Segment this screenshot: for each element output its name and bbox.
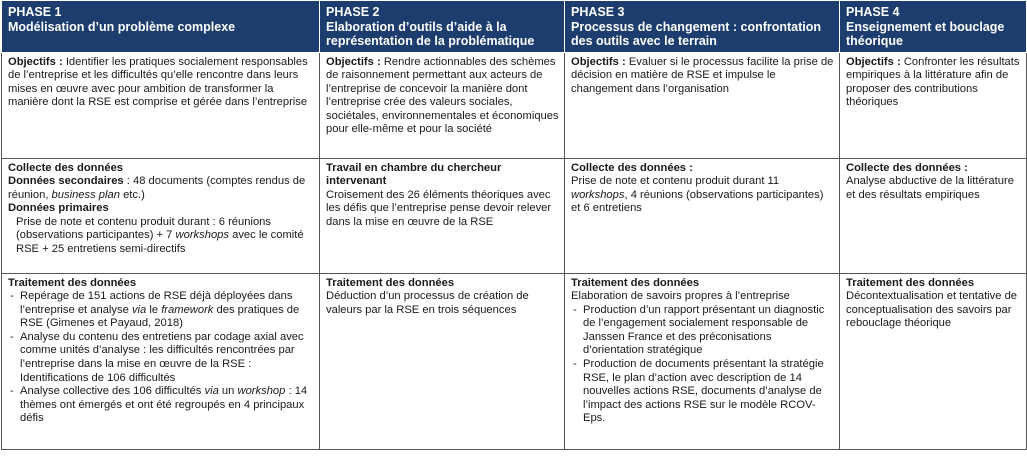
phase-1-header [2, 1, 320, 53]
list-item: - Analyse collective des 106 difficultés via un workshop : 14 thèmes ont émergés et ont été regroupés en 4 principaux défis [8, 385, 314, 426]
phase-2-traitement-title: Traitement des données [326, 276, 455, 289]
collecte-row [2, 158, 1027, 273]
list-item: - Repérage de 151 actions de RSE déjà déployées dans l’entreprise et analyse via le framework des pratiques de RSE (Gimenes et Payaud, 2018) [8, 290, 314, 331]
phase-2-header [320, 1, 565, 53]
phase-3-traitement [565, 273, 840, 449]
phase-2-objectifs-text: Rendre actionnables des schèmes de raisonnement permettant aux acteurs de l’entreprise de concevoir la manière dont l’entreprise crée des valeurs sociales, sociétales, environnementales et économiques pour elle-même et pour la société [326, 55, 559, 136]
phase-4-collecte [840, 158, 1027, 273]
objectifs-label: Objectifs [326, 55, 374, 68]
phase-3-label: PHASE 3 [571, 5, 625, 19]
phase-3-collecte [565, 158, 840, 273]
phase-4-traitement-title: Traitement des données [846, 276, 975, 289]
phase-2-traitement-text: Déduction d’un processus de création de valeurs par la RSE en trois séquences [326, 290, 529, 316]
phase-1-traitement-list [8, 290, 314, 426]
phase-3-traitement-list [571, 304, 834, 426]
phase-4-header [840, 1, 1027, 53]
phase-3-collecte-text: Prise de note et contenu produit durant 11 workshops, 4 réunions (observations participantes) et 6 entretiens [571, 175, 824, 215]
phase-2-collecte-title: Travail en chambre du chercheur intervenant [326, 161, 502, 188]
donnees-secondaires: Données secondaires : 48 documents (comptes rendus de réunion, business plan etc.) [8, 175, 306, 201]
phase-4-title: Enseignement et bouclage théorique [846, 19, 1005, 48]
phase-3-traitement-title: Traitement des données [571, 276, 700, 289]
phase-1-collecte-title: Collecte des données [8, 161, 124, 174]
phase-1-traitement-title: Traitement des données [8, 276, 137, 289]
phase-1-title: Modélisation d’un problème complexe [8, 19, 236, 34]
list-item: - Analyse du contenu des entretiens par codage axial avec comme unités d’analyse : les difficultés rencontrées par l’entreprise dans la mise en œuvre de la RSE : Identifications de 106 difficultés [8, 331, 314, 385]
objectifs-row [2, 52, 1027, 158]
phase-4-traitement [840, 273, 1027, 449]
phase-1-collecte [2, 158, 320, 273]
phase-2-collecte [320, 158, 565, 273]
phase-4-objectifs-text: Confronter les résultats empiriques à la littérature afin de proposer des contributions théoriques [846, 55, 1020, 109]
traitement-row [2, 273, 1027, 449]
phase-1-traitement [2, 273, 320, 449]
objectifs-label: Objectifs [8, 55, 56, 68]
phase-1-objectifs: Objectifs : Identifier les pratiques socialement responsables de l’entreprise et les difficultés qu’elle rencontre dans leurs mises en œuvre avec pour ambition de transformer la manière dont la RSE est comprise et gérée dans l’entreprise [2, 52, 320, 158]
phase-1-objectifs-text: Identifier les pratiques socialement responsables de l’entreprise et les difficultés qu’elle rencontre dans leurs mises en œuvre avec pour ambition de transformer la manière dont la RSE est comprise et gérée dans l’entreprise [8, 55, 308, 109]
objectifs-label: Objectifs [846, 55, 894, 68]
phase-2-objectifs: Objectifs : Rendre actionnables des schèmes de raisonnement permettant aux acteurs de l’entreprise de concevoir la manière dont l’entreprise crée des valeurs sociales, sociétales, environnementales et économiques pour elle-même et pour la société [320, 52, 565, 158]
phase-3-title: Processus de changement : confrontation des outils avec le terrain [571, 19, 822, 48]
phase-3-collecte-title: Collecte des données : [571, 161, 693, 174]
phase-2-label: PHASE 2 [326, 5, 380, 19]
phase-3-traitement-intro: Elaboration de savoirs propres à l’entreprise [571, 290, 790, 303]
donnees-primaires-label: Données primaires [8, 202, 109, 215]
phase-4-collecte-title: Collecte des données : [846, 161, 968, 174]
phases-table [1, 0, 1027, 450]
list-item: - Production d’un rapport présentant un diagnostic de l’engagement socialement responsable de Janssen France et des préconisations d’orientation stratégique [571, 304, 834, 358]
phase-4-collecte-text: Analyse abductive de la littérature et des résultats empiriques [846, 175, 1014, 201]
phase-3-header [565, 1, 840, 53]
phase-4-objectifs: Objectifs : Confronter les résultats empiriques à la littérature afin de proposer des contributions théoriques [840, 52, 1027, 158]
phase-4-label: PHASE 4 [846, 5, 900, 19]
phase-2-title: Elaboration d’outils d’aide à la représentation de la problématique [326, 19, 535, 48]
phase-1-label: PHASE 1 [8, 5, 62, 19]
phase-2-traitement [320, 273, 565, 449]
phase-3-objectifs-text: Evaluer si le processus facilite la prise de décision en matière de RSE et impulse le changement dans l’organisation [571, 55, 834, 95]
objectifs-label: Objectifs [571, 55, 619, 68]
list-item: - Production de documents présentant la stratégie RSE, le plan d’action avec description de 14 nouvelles actions RSE, documents d’analyse de l’impact des actions RSE sur le modèle RCOV-Eps. [571, 358, 834, 426]
phase-4-traitement-text: Décontextualisation et tentative de conceptualisation des savoirs par rebouclage théorique [846, 290, 1018, 330]
donnees-primaires-text: Prise de note et contenu produit durant : 6 réunions (observations participantes) + 7 workshops avec le comité RSE + 25 entretiens semi-directifs [16, 215, 304, 256]
phase-2-collecte-text: Croisement des 26 éléments théoriques avec les défis que l’entreprise pense devoir relever dans la mise en œuvre de la RSE [326, 188, 552, 228]
phase-3-objectifs: Objectifs : Evaluer si le processus facilite la prise de décision en matière de RSE et impulse le changement dans l’organisation [565, 52, 840, 158]
header-row [2, 1, 1027, 53]
